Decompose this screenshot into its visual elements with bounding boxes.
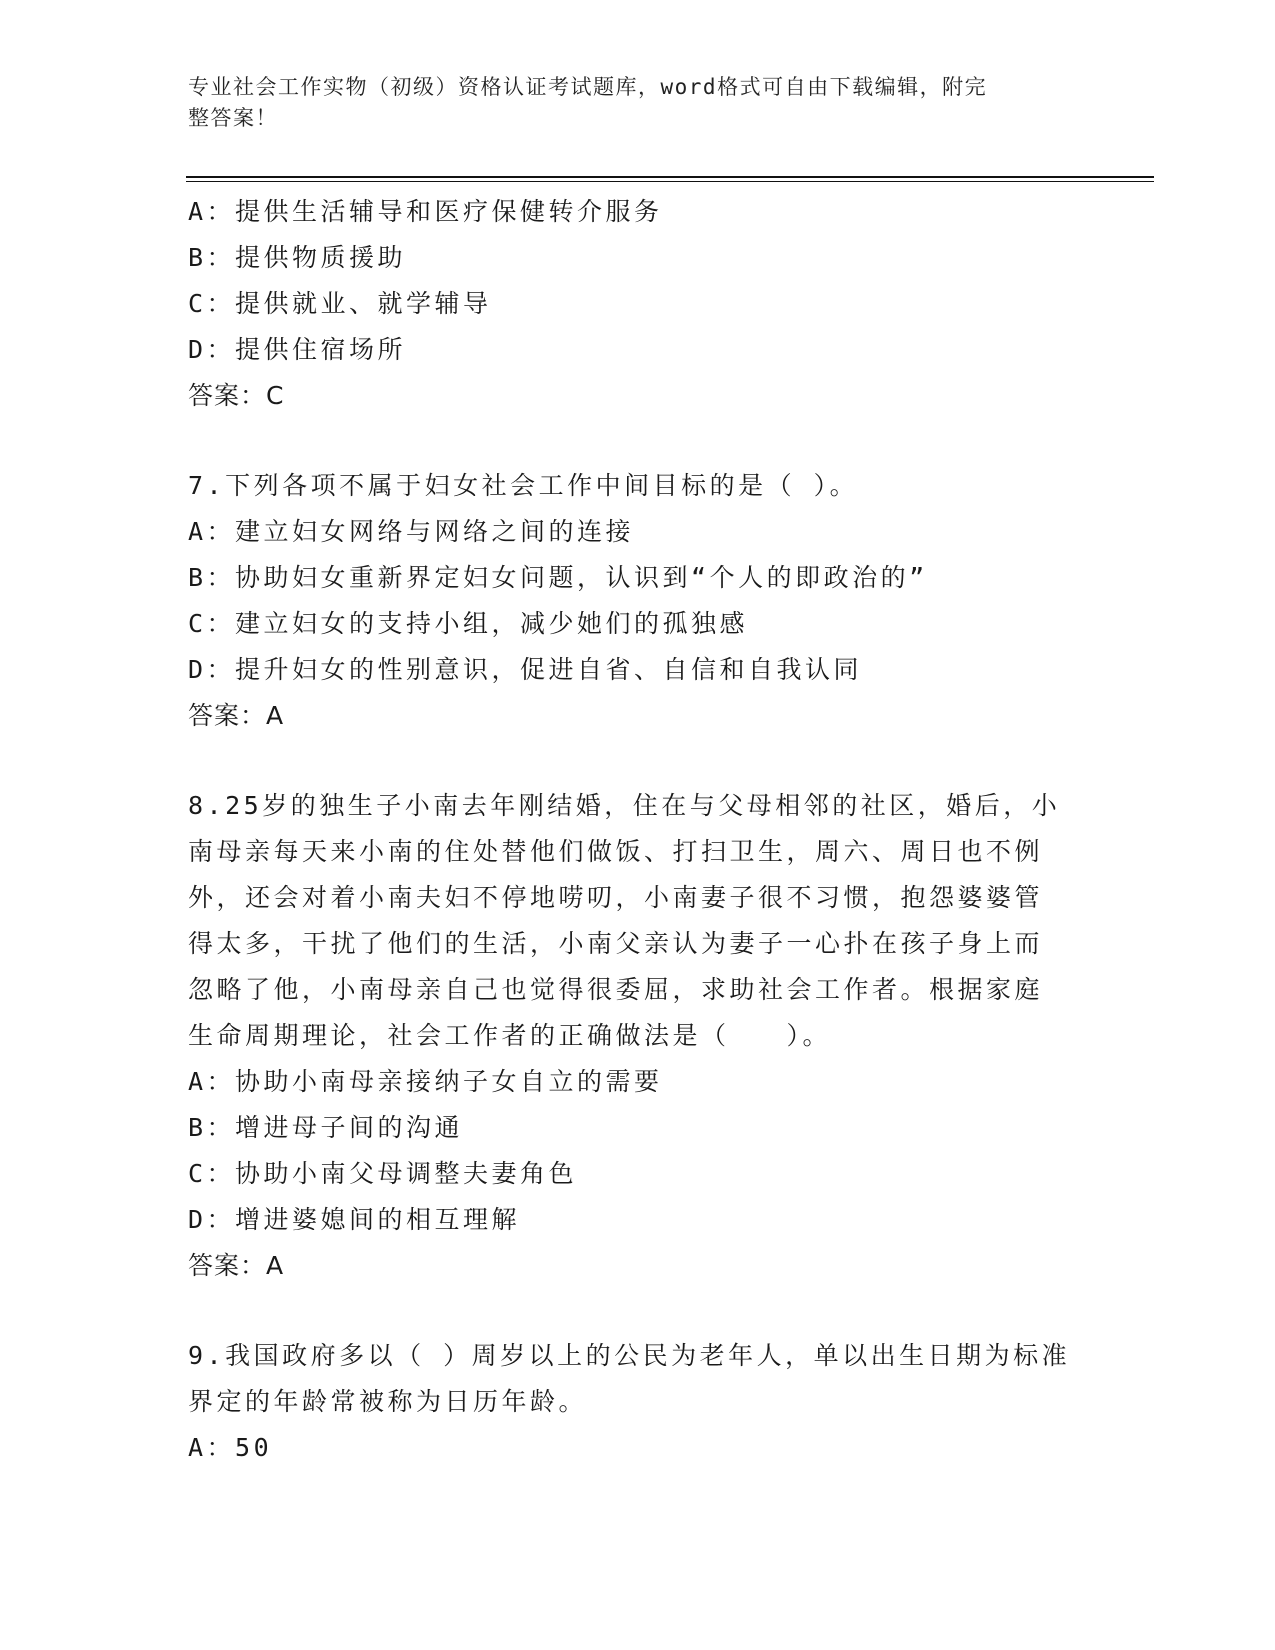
q6-option-c: C：提供就业、就学辅导: [188, 289, 492, 318]
question-7: [188, 463, 1088, 739]
document-body: [188, 189, 1088, 1471]
q7-option-a: A：建立妇女网络与网络之间的连接: [188, 517, 635, 546]
spacer: [188, 1289, 1088, 1333]
q6-option-b: B：提供物质援助: [188, 243, 407, 272]
q6-answer: 答案：C: [188, 381, 285, 410]
q7-stem: 7.下列各项不属于妇女社会工作中间目标的是（ ）。: [188, 471, 859, 500]
q9-stem-line-1: 9.我国政府多以（ ）周岁以上的公民为老年人，单以出生日期为标准: [188, 1341, 1071, 1370]
q7-option-b: B：协助妇女重新界定妇女问题，认识到“个人的即政治的”: [188, 563, 928, 592]
question-6: [188, 189, 1088, 419]
q8-stem-line-1: 8.25岁的独生子小南去年刚结婚，住在与父母相邻的社区，婚后，小: [188, 791, 1061, 820]
q6-option-d: D：提供住宿场所: [188, 335, 407, 364]
q8-stem-line-3: 外，还会对着小南夫妇不停地唠叨，小南妻子很不习惯，抱怨婆婆管: [188, 883, 1044, 912]
header-line-2: 整答案！: [188, 106, 278, 130]
q8-answer: 答案：A: [188, 1251, 285, 1280]
header-rule-thick: [186, 176, 1154, 178]
q9-stem-line-2: 界定的年龄常被称为日历年龄。: [188, 1387, 588, 1416]
question-8: [188, 783, 1088, 1289]
q7-option-d: D：提升妇女的性别意识，促进自省、自信和自我认同: [188, 655, 863, 684]
q8-stem-line-5: 忽略了他，小南母亲自己也觉得很委屈，求助社会工作者。根据家庭: [188, 975, 1044, 1004]
q8-option-c: C：协助小南父母调整夫妻角色: [188, 1159, 578, 1188]
document-header: [188, 72, 1068, 134]
q8-option-d: D：增进婆媳间的相互理解: [188, 1205, 521, 1234]
q6-option-a: A：提供生活辅导和医疗保健转介服务: [188, 197, 663, 226]
q9-option-a: A：50: [188, 1433, 273, 1462]
header-line-1: 专业社会工作实物（初级）资格认证考试题库，word格式可自由下载编辑，附完: [188, 75, 988, 99]
q8-option-a: A：协助小南母亲接纳子女自立的需要: [188, 1067, 663, 1096]
question-9: [188, 1333, 1088, 1471]
q8-stem-line-2: 南母亲每天来小南的住处替他们做饭、打扫卫生，周六、周日也不例: [188, 837, 1044, 866]
q7-option-c: C：建立妇女的支持小组，减少她们的孤独感: [188, 609, 749, 638]
spacer: [188, 419, 1088, 463]
q8-stem-line-4: 得太多，干扰了他们的生活，小南父亲认为妻子一心扑在孩子身上而: [188, 929, 1044, 958]
q8-stem-line-6: 生命周期理论，社会工作者的正确做法是（ ）。: [188, 1021, 832, 1050]
header-rule-thin: [186, 181, 1154, 182]
q8-option-b: B：增进母子间的沟通: [188, 1113, 464, 1142]
q7-answer: 答案：A: [188, 701, 285, 730]
spacer: [188, 739, 1088, 783]
